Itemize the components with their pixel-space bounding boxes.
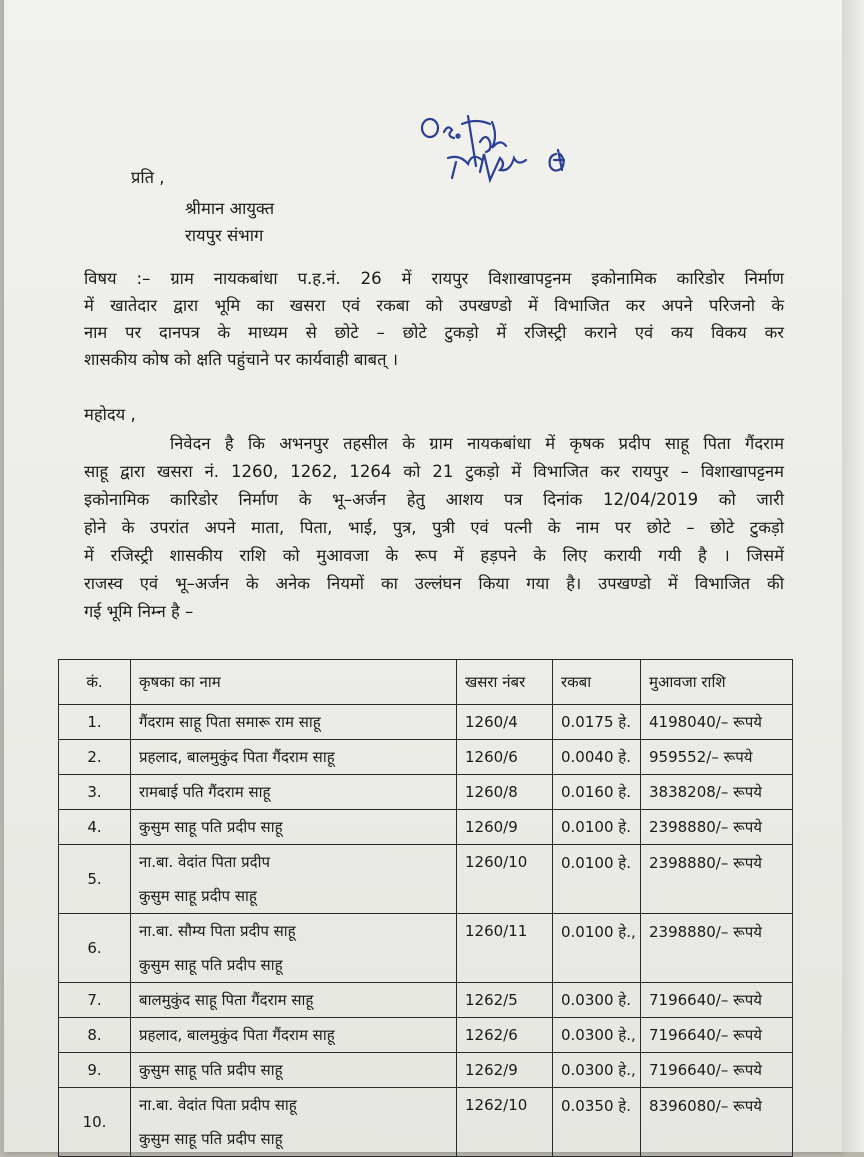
row-amount: 3838208/– रूपये bbox=[641, 775, 793, 810]
row-name-cell bbox=[131, 914, 457, 983]
table-row bbox=[59, 740, 793, 775]
row-rakba: 0.0100 हे., bbox=[553, 914, 641, 983]
row-name: कुसुम साहू पति प्रदीप साहू bbox=[131, 810, 457, 845]
row-rakba: 0.0100 हे. bbox=[553, 810, 641, 845]
row-sno: 7. bbox=[59, 983, 131, 1018]
row-khasra: 1260/9 bbox=[457, 810, 553, 845]
body-line: साहू द्वारा खसरा नं. 1260, 1262, 1264 को 21 टुकड़ो में विभाजित कर रायपुर – विशाखापट्टनम bbox=[84, 462, 784, 481]
row-khasra: 1262/9 bbox=[457, 1053, 553, 1088]
row-khasra: 1262/10 bbox=[457, 1088, 553, 1157]
row-name-line2: कुसुम साहू प्रदीप साहू bbox=[139, 887, 257, 905]
row-sno: 1. bbox=[59, 705, 131, 740]
row-amount: 7196640/– रूपये bbox=[641, 983, 793, 1018]
row-khasra: 1260/8 bbox=[457, 775, 553, 810]
row-rakba: 0.0300 हे. bbox=[553, 983, 641, 1018]
table-row bbox=[59, 983, 793, 1018]
row-name: कुसुम साहू पति प्रदीप साहू bbox=[131, 1053, 457, 1088]
col-header-sno: कं. bbox=[59, 660, 131, 705]
row-name: ना.बा. वेदांत पिता प्रदीप साहू bbox=[139, 1096, 297, 1114]
body-line: इकोनामिक कारिडोर निर्माण के भू–अर्जन हेतु आशय पत्र दिनांक 12/04/2019 को जारी bbox=[84, 490, 784, 509]
row-amount: 7196640/– रूपये bbox=[641, 1053, 793, 1088]
adjacent-page-edge bbox=[842, 0, 864, 1152]
row-khasra: 1260/6 bbox=[457, 740, 553, 775]
row-rakba: 0.0175 हे. bbox=[553, 705, 641, 740]
table-row bbox=[59, 775, 793, 810]
row-rakba: 0.0100 हे. bbox=[553, 845, 641, 914]
subject-line: नाम पर दानपत्र के माध्यम से छोटे – छोटे टुकड़ो में रजिस्ट्री कराने एवं कय विकय कर bbox=[84, 323, 784, 342]
subject-line: शासकीय कोष को क्षति पहुंचाने पर कार्यवाही बाबत् । bbox=[84, 350, 398, 369]
col-header-amount: मुआवजा राशि bbox=[641, 660, 793, 705]
row-rakba: 0.0160 हे. bbox=[553, 775, 641, 810]
table-row bbox=[59, 1088, 793, 1157]
row-amount: 8396080/– रूपये bbox=[641, 1088, 793, 1157]
table-header-row bbox=[59, 660, 793, 705]
table-row bbox=[59, 845, 793, 914]
row-name: प्रहलाद, बालमुकुंद पिता गैंदराम साहू bbox=[131, 740, 457, 775]
addressee-line-1: श्रीमान आयुक्त bbox=[185, 199, 275, 218]
row-sno: 3. bbox=[59, 775, 131, 810]
row-name-cell bbox=[131, 1088, 457, 1157]
body-line: में रजिस्ट्री शासकीय राशि को मुआवजा के रूप में हड़पने के लिए करायी गयी है । जिसमें bbox=[84, 546, 784, 565]
row-name: रामबाई पति गैंदराम साहू bbox=[131, 775, 457, 810]
body-line: राजस्व एवं भू–अर्जन के अनेक नियमों का उल्लंघन किया गया है। उपखण्डो में विभाजित की bbox=[84, 574, 784, 593]
table-row bbox=[59, 705, 793, 740]
row-rakba: 0.0300 हे., bbox=[553, 1018, 641, 1053]
col-header-rakba: रकबा bbox=[553, 660, 641, 705]
col-header-name: कृषका का नाम bbox=[131, 660, 457, 705]
row-amount: 2398880/– रूपये bbox=[641, 810, 793, 845]
land-division-table bbox=[58, 659, 793, 1157]
row-sno: 9. bbox=[59, 1053, 131, 1088]
row-khasra: 1262/6 bbox=[457, 1018, 553, 1053]
row-amount: 959552/– रूपये bbox=[641, 740, 793, 775]
row-name: गैंदराम साहू पिता समारू राम साहू bbox=[131, 705, 457, 740]
row-rakba: 0.0350 हे. bbox=[553, 1088, 641, 1157]
row-sno: 4. bbox=[59, 810, 131, 845]
row-name: प्रहलाद, बालमुकुंद पिता गैंदराम साहू bbox=[131, 1018, 457, 1053]
row-amount: 2398880/– रूपये bbox=[641, 845, 793, 914]
row-khasra: 1262/5 bbox=[457, 983, 553, 1018]
row-sno: 8. bbox=[59, 1018, 131, 1053]
row-sno: 2. bbox=[59, 740, 131, 775]
salutation: महोदय , bbox=[84, 405, 136, 424]
row-name: ना.बा. सौम्य पिता प्रदीप साहू bbox=[139, 922, 296, 940]
row-khasra: 1260/11 bbox=[457, 914, 553, 983]
table-row bbox=[59, 914, 793, 983]
row-name-line2: कुसुम साहू पति प्रदीप साहू bbox=[139, 1130, 283, 1148]
handwritten-signature bbox=[408, 102, 608, 202]
row-sno: 10. bbox=[59, 1088, 131, 1157]
row-name-cell bbox=[131, 845, 457, 914]
col-header-khasra: खसरा नंबर bbox=[457, 660, 553, 705]
row-amount: 4198040/– रूपये bbox=[641, 705, 793, 740]
table-row bbox=[59, 810, 793, 845]
subject-line: में खातेदार द्वारा भूमि का खसरा एवं रकबा को उपखण्डो में विभाजित कर अपने परिजनो के bbox=[84, 296, 784, 315]
subject-line: विषय :– ग्राम नायकबांधा प.ह.नं. 26 में रायपुर विशाखापट्टनम इकोनामिक कारिडोर निर्माण bbox=[84, 269, 784, 288]
addressee-line-2: रायपुर संभाग bbox=[185, 226, 264, 245]
table-row bbox=[59, 1018, 793, 1053]
row-amount: 7196640/– रूपये bbox=[641, 1018, 793, 1053]
row-amount: 2398880/– रूपये bbox=[641, 914, 793, 983]
row-sno: 5. bbox=[59, 845, 131, 914]
to-label: प्रति , bbox=[131, 168, 165, 187]
row-rakba: 0.0040 हे. bbox=[553, 740, 641, 775]
row-khasra: 1260/4 bbox=[457, 705, 553, 740]
row-rakba: 0.0300 हे., bbox=[553, 1053, 641, 1088]
body-line: होने के उपरांत अपने माता, पिता, भाई, पुत्र, पुत्री एवं पत्नी के नाम पर छोटे – छोटे टुकड़ो bbox=[84, 518, 784, 537]
body-line: निवेदन है कि अभनपुर तहसील के ग्राम नायकबांधा में कृषक प्रदीप साहू पिता गैंदराम bbox=[170, 434, 784, 453]
body-line: गई भूमि निम्न है – bbox=[84, 602, 194, 621]
row-name: ना.बा. वेदांत पिता प्रदीप bbox=[139, 853, 270, 871]
row-khasra: 1260/10 bbox=[457, 845, 553, 914]
row-name: बालमुकुंद साहू पिता गैंदराम साहू bbox=[131, 983, 457, 1018]
row-sno: 6. bbox=[59, 914, 131, 983]
table-row bbox=[59, 1053, 793, 1088]
row-name-line2: कुसुम साहू पति प्रदीप साहू bbox=[139, 956, 283, 974]
